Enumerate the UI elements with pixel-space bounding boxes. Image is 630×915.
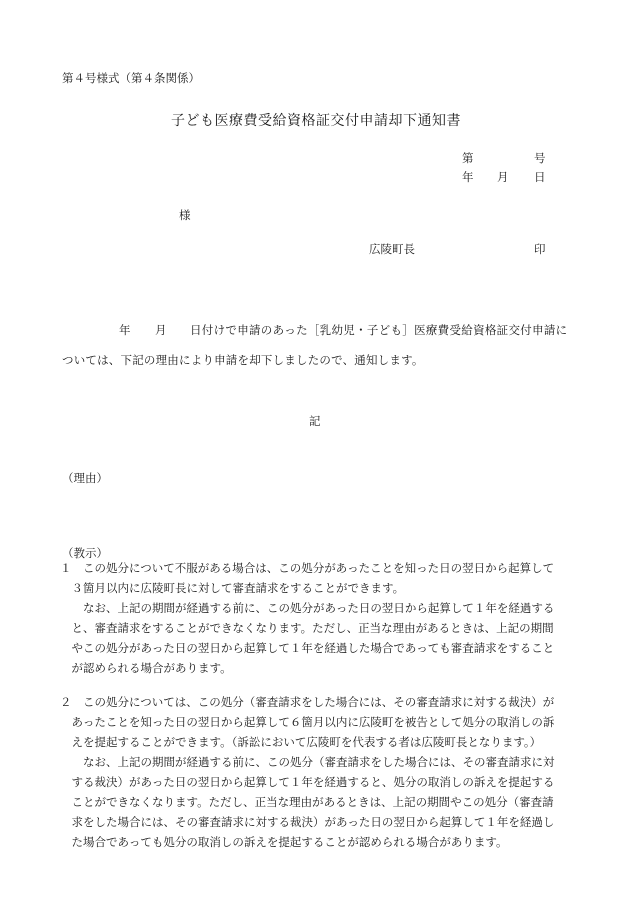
date-day-label: 日 — [534, 170, 546, 184]
body-year-label: 年 — [119, 323, 131, 337]
document-title: 子ども医療費受給資格証交付申請却下通知書 — [171, 113, 461, 129]
seal-mark: 印 — [534, 242, 546, 256]
instruction-line: なお、上記の期間が経過する前に、この処分があった日の翌日から起算して１年を経過する — [60, 601, 555, 615]
date-year-label: 年 — [462, 170, 474, 184]
body-line-1: 日付けで申請のあった［乳幼児・子ども］医療費受給資格証交付申請に — [190, 323, 568, 337]
date-month-label: 月 — [497, 170, 509, 184]
instruction-line: と、審査請求をすることができなくなります。ただし、正当な理由があるときは、上記の期間 — [60, 621, 554, 635]
instruction-line: た場合であっても処分の取消しの訴えを提起することが認められる場合があります。 — [60, 835, 508, 849]
instruction-line: あったことを知った日の翌日から起算して６箇月以内に広陵町を被告として処分の取消しの訴 — [60, 715, 555, 729]
reason-label: （理由） — [62, 471, 108, 485]
instruction-line: が認められる場合があります。 — [60, 661, 232, 675]
body-month-label: 月 — [155, 323, 167, 337]
instruction-line: えを提起することができます。（訴訟において広陵町を代表する者は広陵町長となります。） — [60, 735, 542, 749]
instruction-line: ことができなくなります。ただし、正当な理由があるときは、上記の期間やこの処分（審査請 — [60, 795, 554, 809]
instruction-line: やこの処分があった日の翌日から起算して１年を経過した場合であっても審査請求をすること — [60, 641, 555, 655]
instruction-line: ２ この処分については、この処分（審査請求をした場合には、その審査請求に対する裁決）が — [60, 695, 555, 709]
addressee-honorific: 様 — [179, 208, 191, 222]
instruction-line: １ この処分について不服がある場合は、この処分があったことを知った日の翌日から起算して — [60, 561, 555, 575]
body-line-2: ついては、下記の理由により申請を却下しましたので、通知します。 — [62, 353, 424, 367]
instruction-line: ３箇月以内に広陵町長に対して審査請求をすることができます。 — [60, 581, 405, 595]
instruction-line: する裁決）があった日の翌日から起算して１年を経過すると、処分の取消しの訴えを提起する — [60, 775, 555, 789]
ki-heading: 記 — [309, 414, 321, 428]
instruction-line: 求をした場合には、その審査請求に対する裁決）があった日の翌日から起算して１年を経過し — [60, 815, 555, 829]
number-prefix: 第 — [462, 151, 474, 165]
number-suffix: 号 — [534, 151, 546, 165]
form-label: 第４号様式（第４条関係） — [62, 71, 200, 85]
sender-name: 広陵町長 — [369, 242, 415, 256]
instructions-label: （教示） — [62, 546, 108, 560]
instruction-item-2 — [60, 692, 580, 852]
instruction-item-1 — [60, 558, 580, 678]
instruction-line: なお、上記の期間が経過する前に、この処分（審査請求をした場合には、その審査請求に対 — [60, 755, 555, 769]
